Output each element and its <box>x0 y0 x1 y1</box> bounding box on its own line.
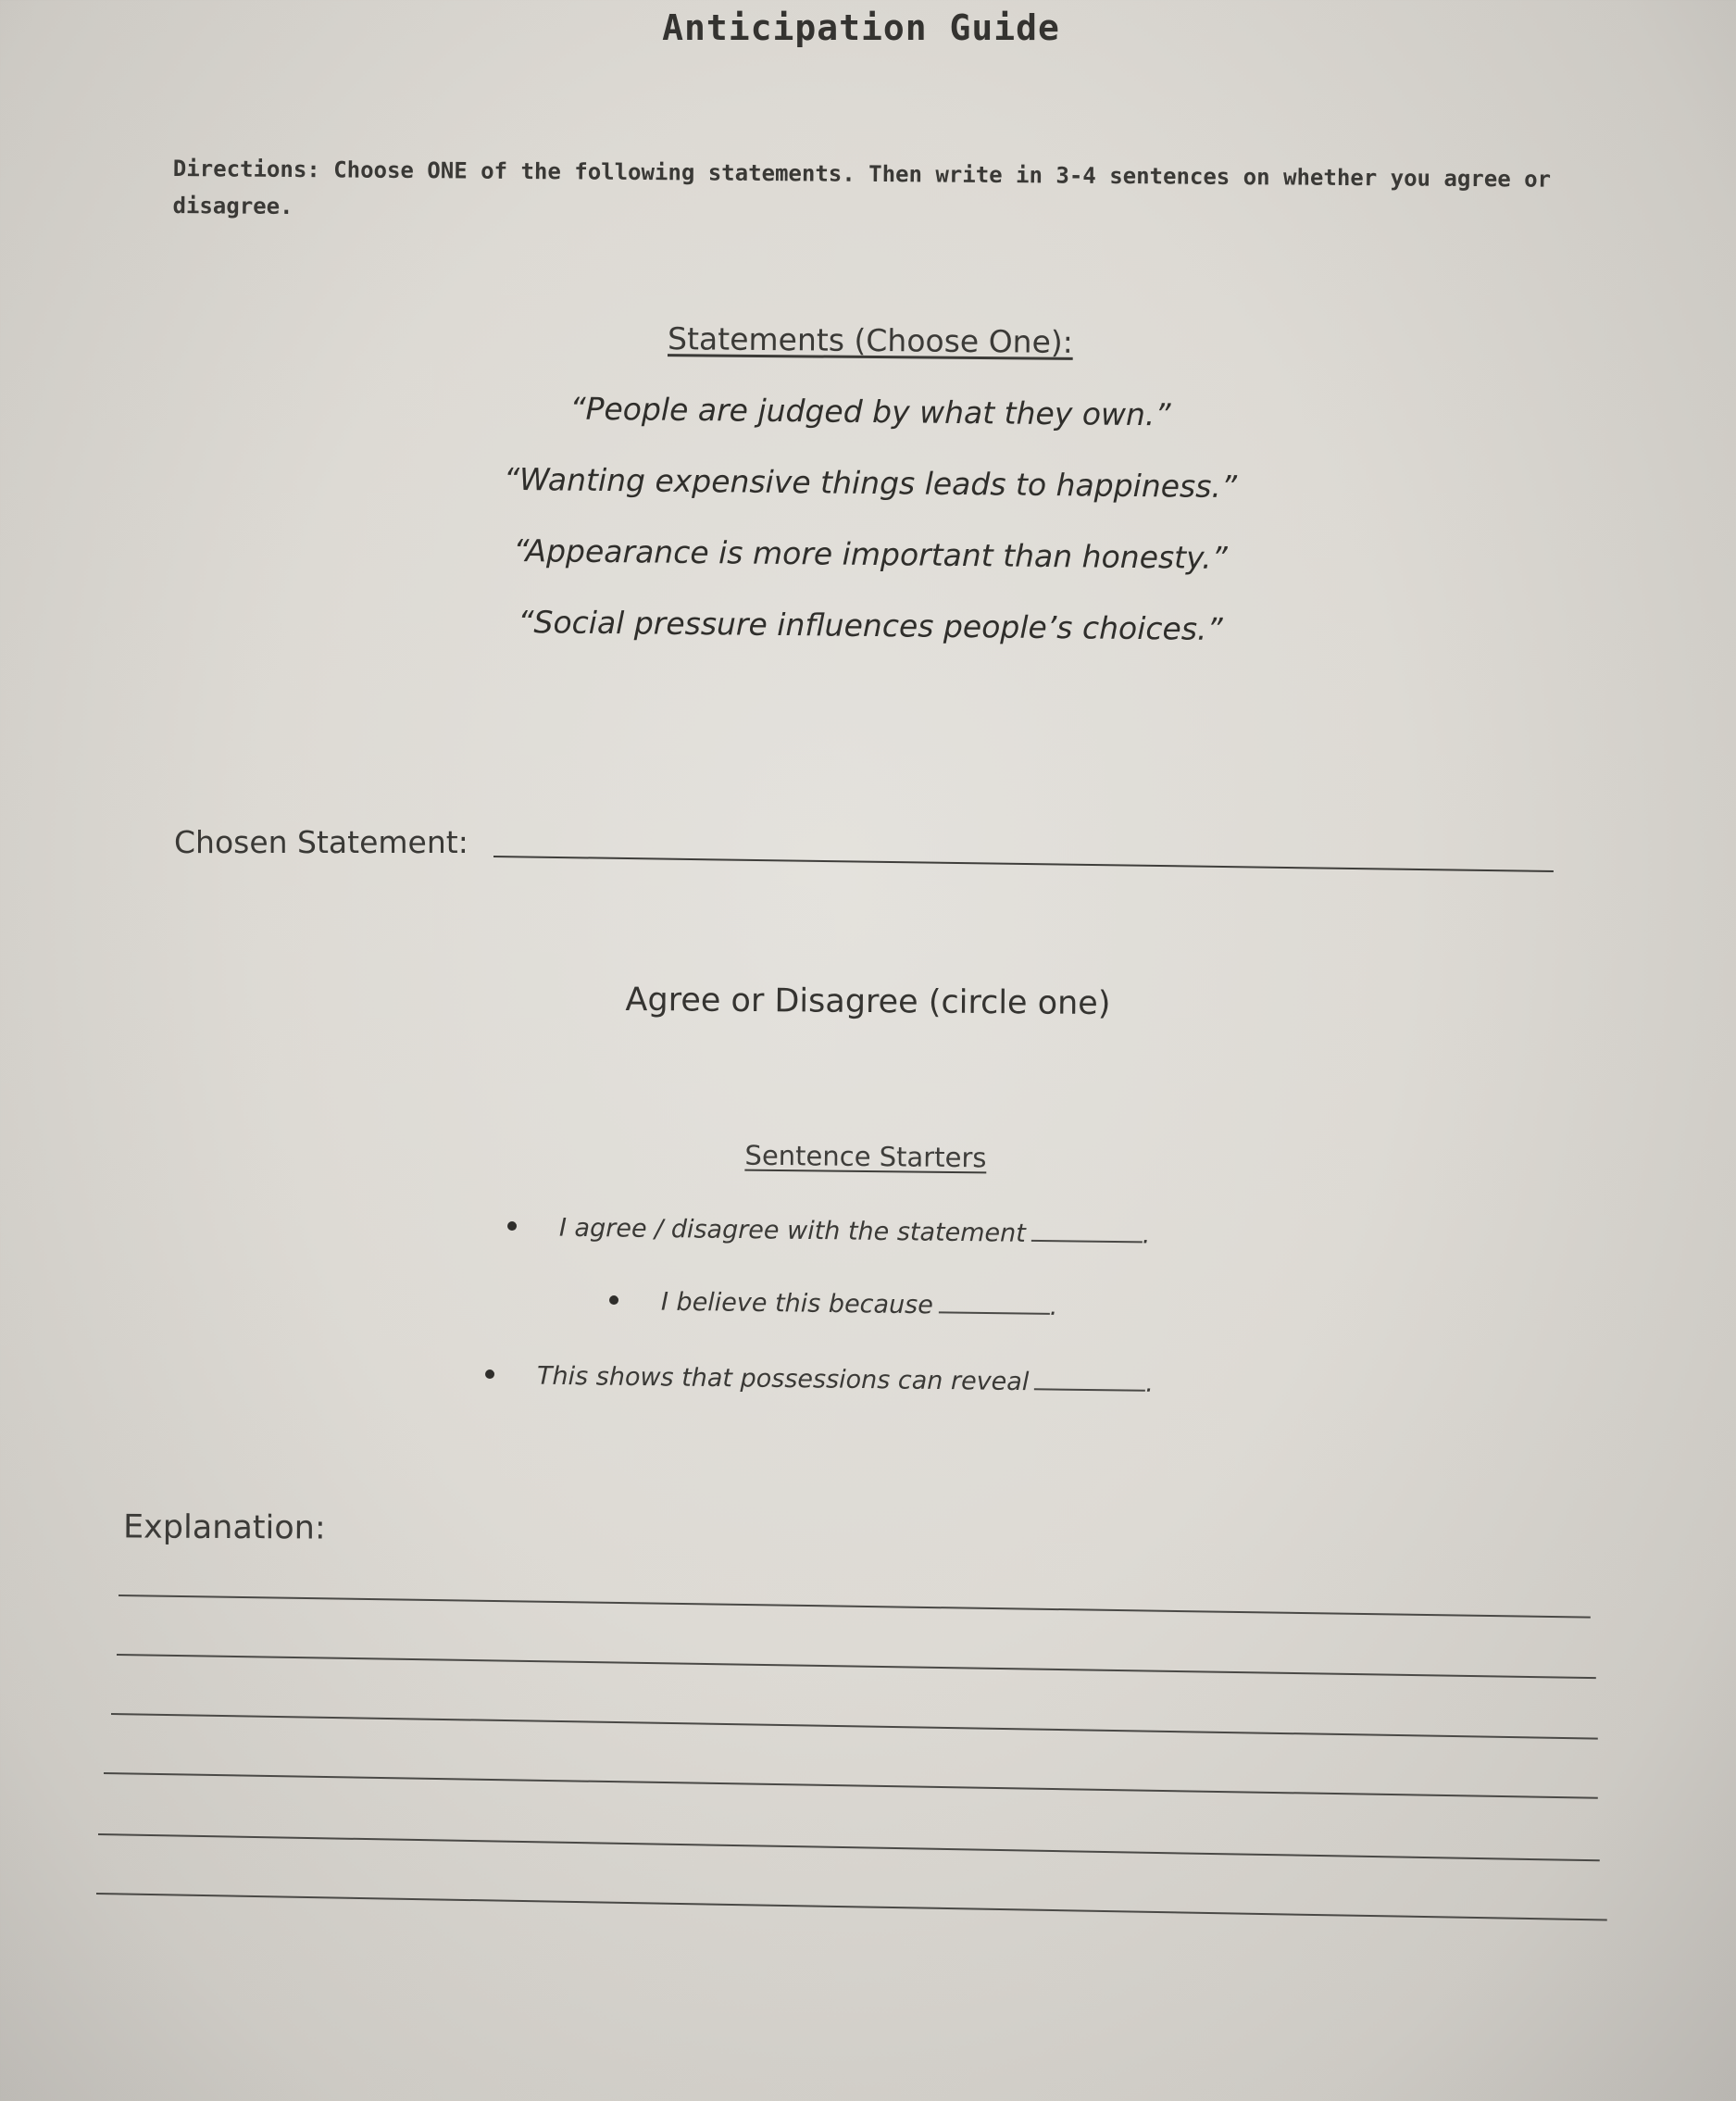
explanation-writing-line[interactable] <box>111 1713 1598 1740</box>
explanation-writing-line[interactable] <box>98 1833 1600 1861</box>
bullet-icon <box>609 1295 618 1305</box>
sentence-starter-item: This shows that possessions can reveal . <box>485 1361 1154 1398</box>
statement-item: “People are judged by what they own.” <box>569 390 1171 433</box>
sentence-starter-item: I agree / disagree with the statement . <box>507 1213 1151 1249</box>
statement-item: “Appearance is more important than honesty.” <box>513 532 1228 577</box>
explanation-label: Explanation: <box>122 1508 326 1547</box>
page-title: Anticipation Guide <box>662 7 1060 48</box>
sentence-starter-text: This shows that possessions can reveal <box>536 1361 1030 1397</box>
fill-in-blank <box>939 1293 1050 1314</box>
agree-disagree-prompt: Agree or Disagree (circle one) <box>625 981 1111 1023</box>
sentence-starter-item: I believe this because . <box>609 1287 1058 1321</box>
sentence-starters-heading: Sentence Starters <box>744 1139 987 1174</box>
chosen-statement-label: Chosen Statement: <box>174 824 468 860</box>
bullet-icon <box>485 1369 494 1379</box>
explanation-writing-line[interactable] <box>119 1595 1591 1619</box>
bullet-icon <box>507 1221 517 1231</box>
statement-item: “Wanting expensive things leads to happiness.” <box>503 460 1238 506</box>
statements-heading: Statements (Choose One): <box>667 320 1074 360</box>
sentence-starter-text: I agree / disagree with the statement <box>558 1213 1027 1248</box>
fill-in-blank <box>1034 1369 1145 1391</box>
sentence-starter-text: I believe this because <box>660 1287 934 1320</box>
statement-item: “Social pressure influences people’s choices.” <box>518 604 1223 647</box>
explanation-writing-line[interactable] <box>117 1654 1596 1679</box>
directions-text: Directions: Choose ONE of the following statements. Then write in 3-4 sentences on whether you agree or disagree. <box>172 155 1552 220</box>
explanation-writing-line[interactable] <box>104 1772 1598 1799</box>
chosen-statement-line[interactable] <box>493 856 1554 872</box>
explanation-writing-line[interactable] <box>96 1893 1607 1920</box>
fill-in-blank <box>1031 1221 1143 1243</box>
